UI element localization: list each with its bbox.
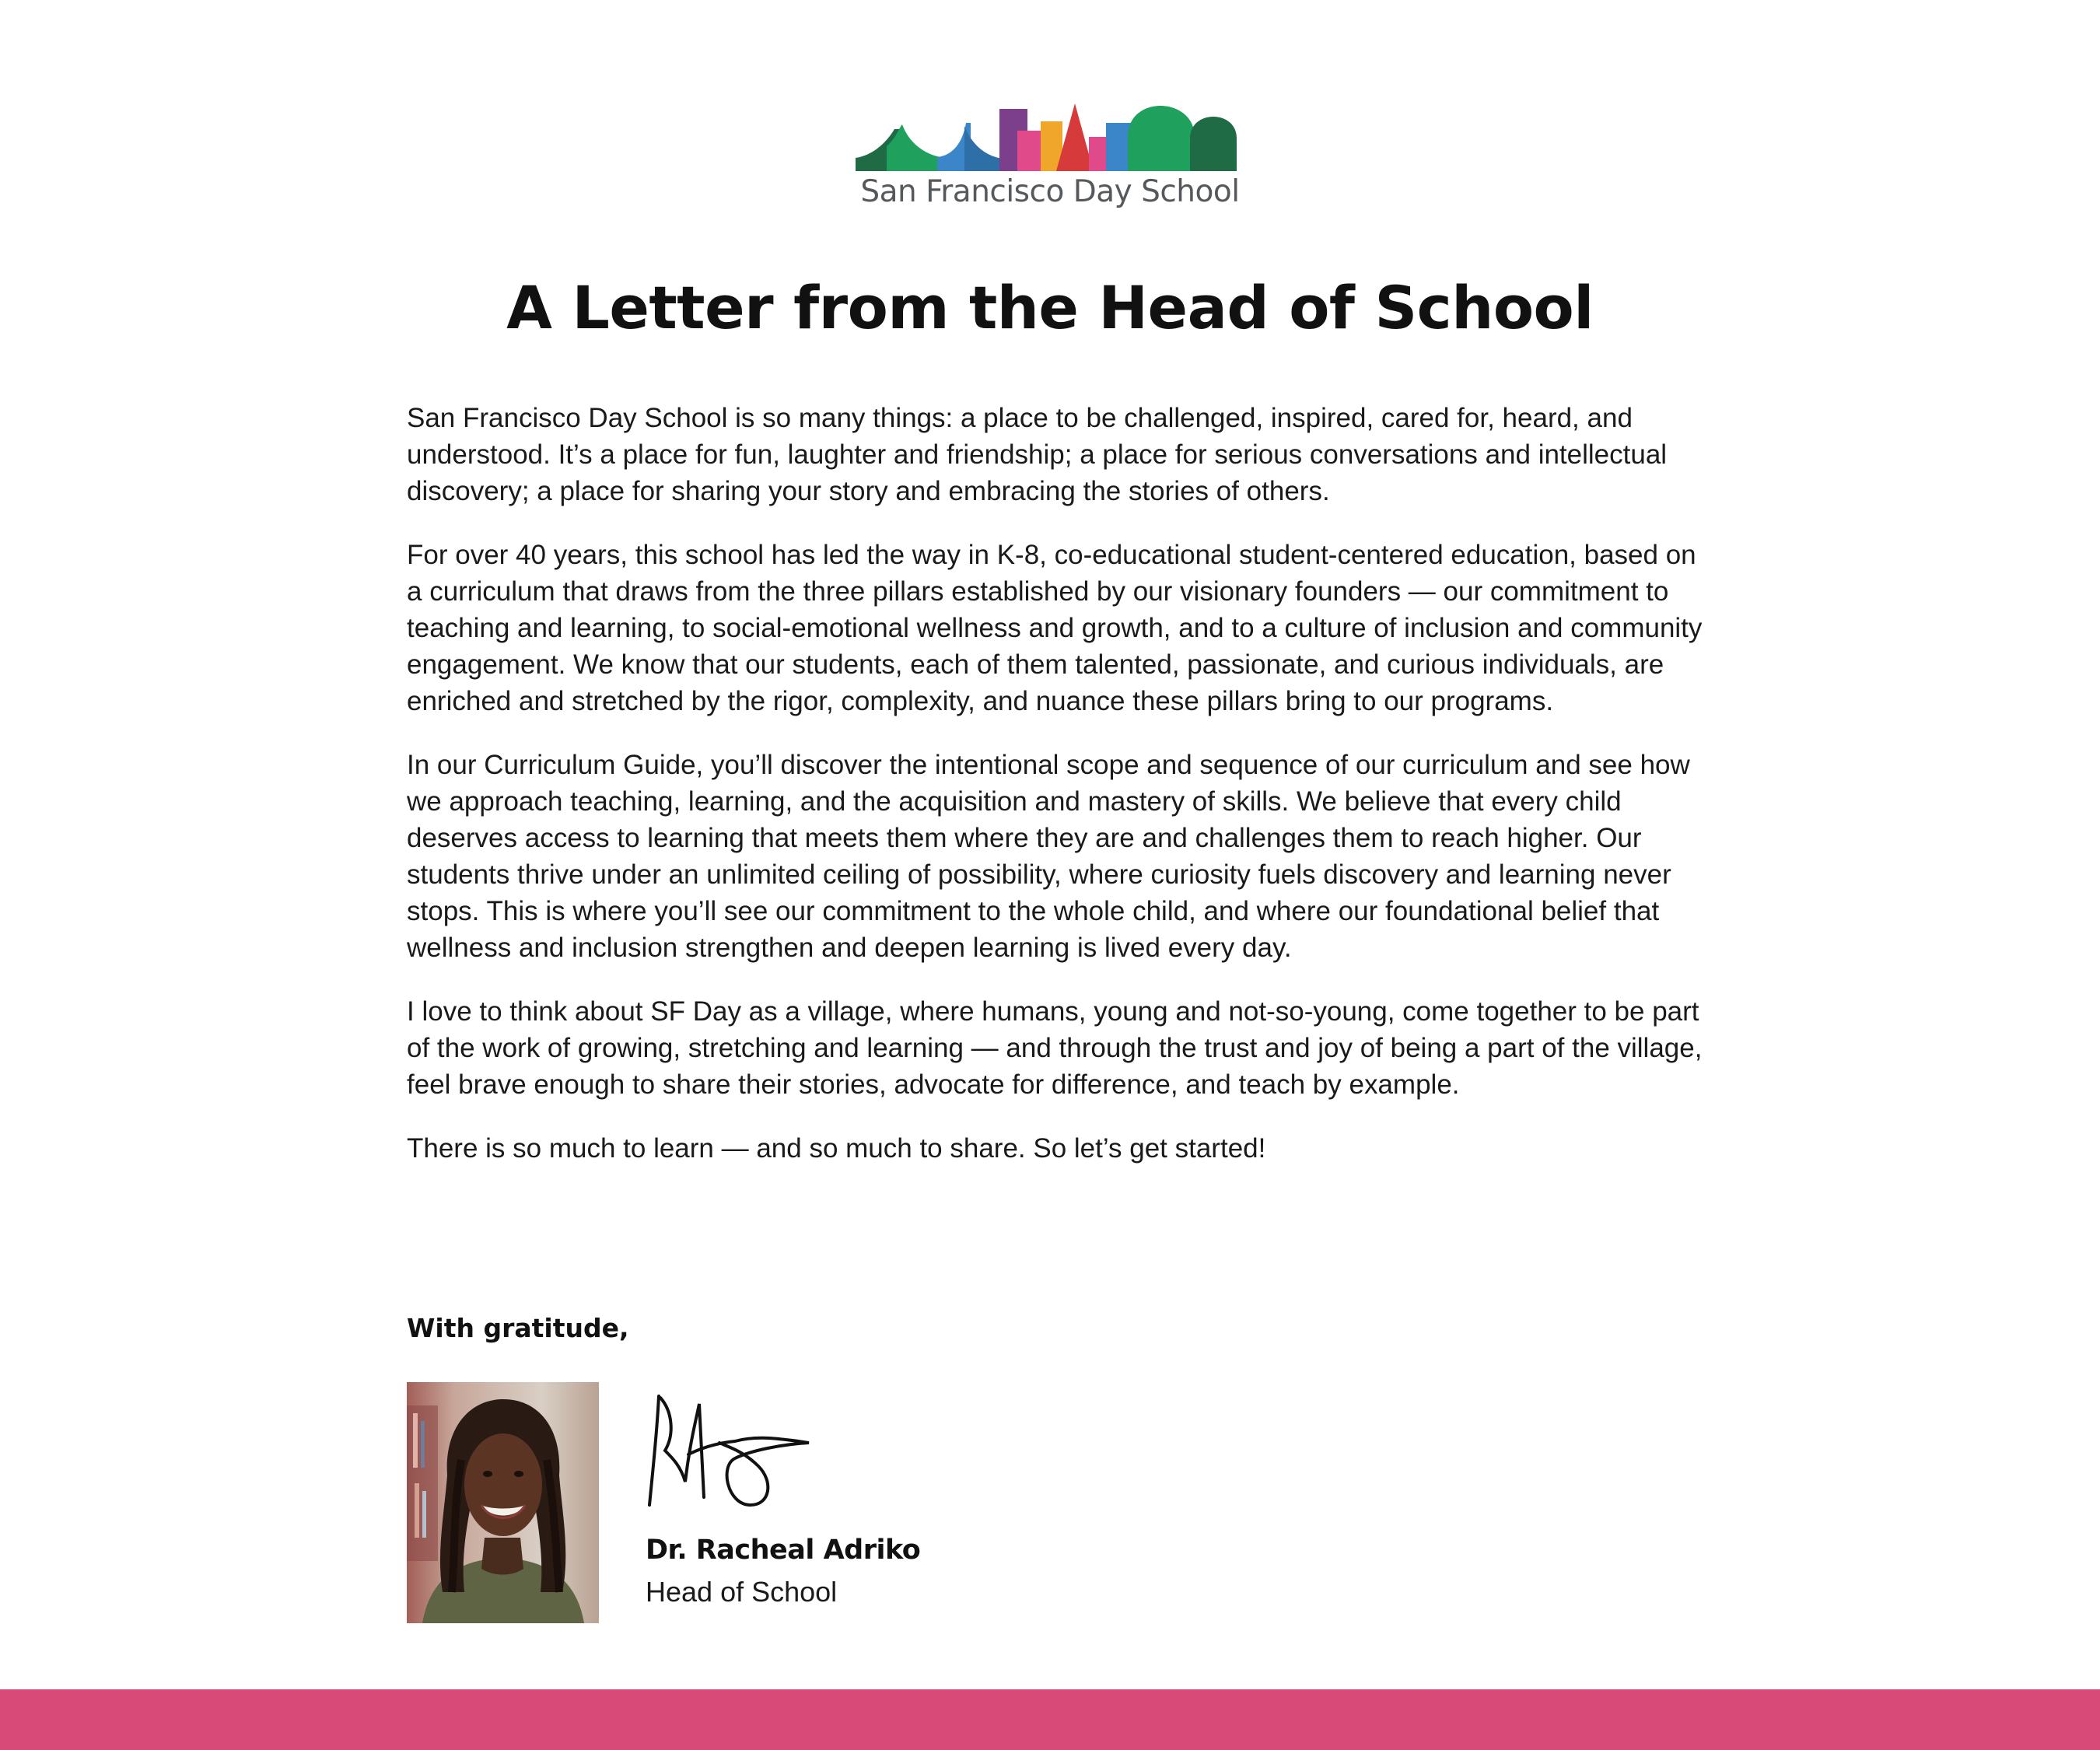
skyline-logo-icon	[856, 100, 1244, 174]
paragraph: For over 40 years, this school has led the way in K-8, co-educational student-centered education, based on a curriculum that draws from the three pillars established by our visionary founders — our commitment to teaching and learning, to social-emotional wellness and growth, and to a culture of inclusion and community engagement. We know that our students, each of them talented, passionate, and curious individuals, are enriched and stretched by the rigor, complexity, and nuance these pillars bring to our programs.	[407, 540, 1703, 716]
page-title: A Letter from the Head of School	[506, 273, 1594, 342]
letter-body	[407, 400, 1713, 1194]
paragraph: I love to think about SF Day as a village, where humans, young and not-so-young, come together to be part of the work of growing, stretching and learning — and through the trust and joy of being a part of the village, feel brave enough to share their stories, advocate for difference, and teach by example.	[407, 996, 1703, 1100]
signer-title: Head of School	[646, 1576, 838, 1608]
paragraph: In our Curriculum Guide, you’ll discover the intentional scope and sequence of our curriculum and see how we approach teaching, learning, and the acquisition and mastery of skills. We believe that every child deserves access to learning that meets them where they are and challenges them to reach higher. Our students thrive under an unlimited ceiling of possibility, where curiosity fuels discovery and learning never stops. This is where you’ll see our commitment to the whole child, and where our foundational belief that wellness and inclusion strengthen and deepen learning is lived every day.	[407, 750, 1690, 963]
paragraph: San Francisco Day School is so many things: a place to be challenged, inspired, cared for, heard, and understood. It’s a place for fun, laughter and friendship; a place for serious conversations and intellectual discovery; a place for sharing your story and embracing the stories of others.	[407, 403, 1668, 506]
closing-line: With gratitude,	[407, 1313, 629, 1343]
portrait-photo-icon	[407, 1382, 599, 1623]
signature	[642, 1388, 828, 1513]
footer-bar	[0, 1689, 2100, 1750]
paragraph: There is so much to learn — and so much to share. So let’s get started!	[407, 1133, 1266, 1164]
head-of-school-portrait	[407, 1382, 599, 1623]
logo-wordmark: San Francisco Day School	[860, 174, 1240, 209]
signer-name: Dr. Racheal Adriko	[646, 1535, 921, 1566]
school-logo	[856, 100, 1244, 216]
signature-icon	[642, 1388, 828, 1513]
